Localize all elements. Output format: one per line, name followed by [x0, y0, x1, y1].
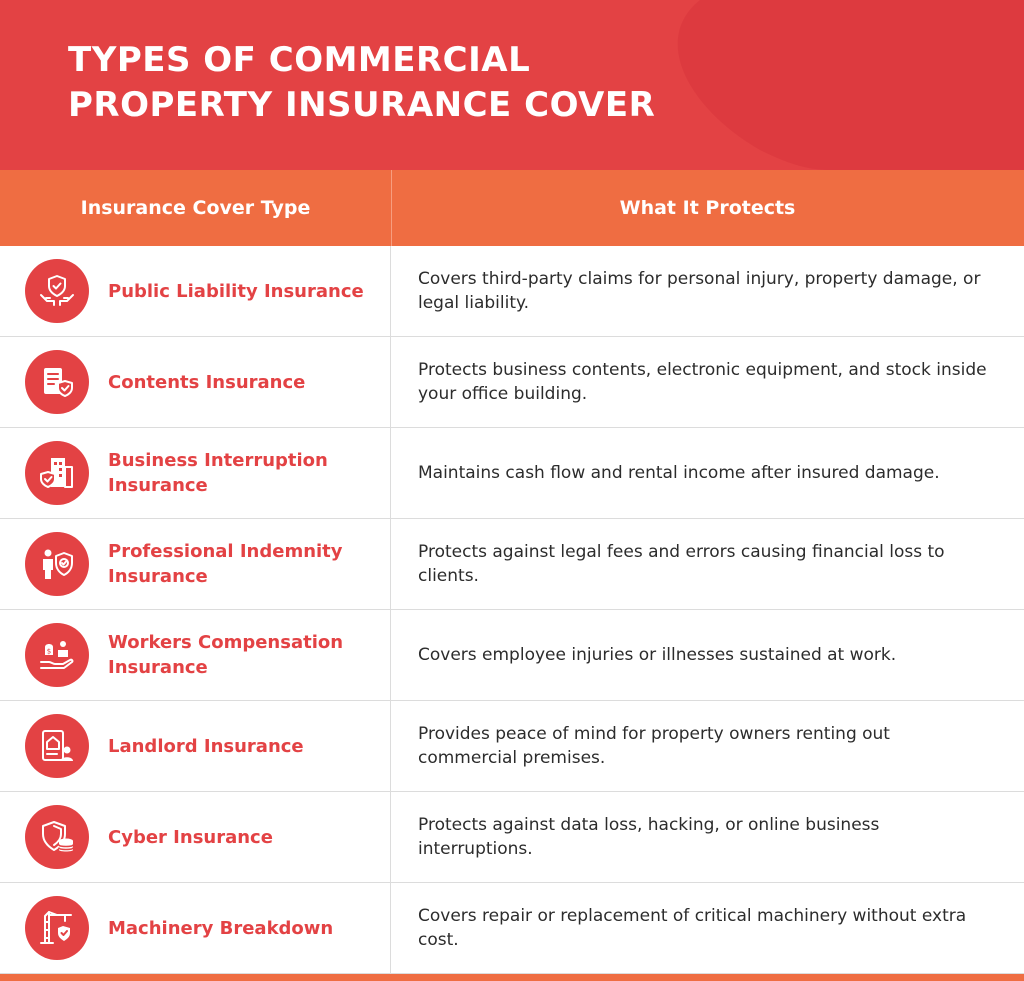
insurance-type-name: Machinery Breakdown	[108, 917, 334, 939]
title-banner	[0, 0, 1024, 170]
page-title	[68, 38, 655, 128]
hands-shield-icon	[25, 259, 89, 323]
table-row	[0, 792, 1024, 883]
title-line-2: PROPERTY INSURANCE COVER	[68, 85, 656, 125]
type-cell	[0, 610, 391, 700]
type-cell	[0, 792, 391, 882]
type-cell	[0, 428, 391, 518]
table-row	[0, 519, 1024, 610]
house-document-icon	[25, 714, 89, 778]
description-cell	[391, 792, 1024, 882]
table-row	[0, 701, 1024, 792]
insurance-description: Protects against legal fees and errors causing financial loss to clients.	[418, 542, 945, 586]
insurance-description: Maintains cash flow and rental income after insured damage.	[418, 463, 940, 483]
column-header-protects: What It Protects	[619, 197, 796, 219]
hand-worker-money-icon	[25, 623, 89, 687]
description-cell	[391, 246, 1024, 336]
description-cell	[391, 337, 1024, 427]
insurance-type-name: Business Interruption Insurance	[108, 450, 328, 496]
description-cell	[391, 519, 1024, 609]
type-cell	[0, 246, 391, 336]
insurance-description: Protects against data loss, hacking, or online business interruptions.	[418, 815, 880, 859]
table-row	[0, 246, 1024, 337]
description-cell	[391, 883, 1024, 973]
shield-database-icon	[25, 805, 89, 869]
building-shield-icon	[25, 441, 89, 505]
insurance-description: Covers third-party claims for personal injury, property damage, or legal liability.	[418, 269, 981, 313]
table-row	[0, 337, 1024, 428]
crane-shield-icon	[25, 896, 89, 960]
header-divider	[391, 170, 392, 246]
insurance-type-name: Public Liability Insurance	[108, 280, 364, 302]
insurance-type-name: Workers Compensation Insurance	[108, 632, 344, 678]
description-cell	[391, 701, 1024, 791]
column-header-type: Insurance Cover Type	[80, 197, 311, 219]
insurance-type-name: Landlord Insurance	[108, 735, 304, 757]
type-cell	[0, 337, 391, 427]
table-body	[0, 246, 1024, 974]
insurance-type-name: Contents Insurance	[108, 371, 306, 393]
table-row	[0, 428, 1024, 519]
document-shield-icon	[25, 350, 89, 414]
insurance-type-name: Cyber Insurance	[108, 826, 273, 848]
bottom-accent-bar	[0, 974, 1024, 981]
type-cell	[0, 701, 391, 791]
table-header	[0, 170, 1024, 246]
insurance-type-name: Professional Indemnity Insurance	[108, 541, 343, 587]
type-cell	[0, 883, 391, 973]
person-shield-icon	[25, 532, 89, 596]
svg-text:$: $	[46, 647, 52, 656]
description-cell	[391, 428, 1024, 518]
table-row	[0, 610, 1024, 701]
type-cell	[0, 519, 391, 609]
description-cell	[391, 610, 1024, 700]
insurance-description: Protects business contents, electronic equipment, and stock inside your office building.	[418, 360, 987, 404]
table-row	[0, 883, 1024, 974]
insurance-description: Covers employee injuries or illnesses sustained at work.	[418, 645, 897, 665]
insurance-description: Provides peace of mind for property owners renting out commercial premises.	[418, 724, 890, 768]
insurance-description: Covers repair or replacement of critical machinery without extra cost.	[418, 906, 967, 950]
title-line-1: TYPES OF COMMERCIAL	[68, 40, 531, 80]
